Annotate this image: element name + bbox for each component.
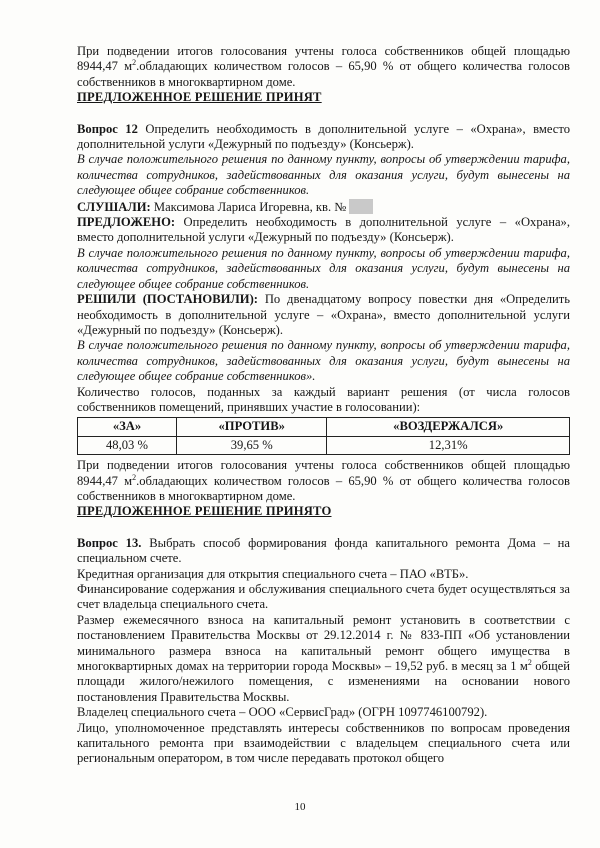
summary-paragraph: При подведении итогов голосования учтены голоса собственников общей площадью 8944,47 $м^2.обладающих$ количеством голосов – 65,90 % от общего количества голосов собственников в многоквартирном доме.	[77, 458, 570, 503]
result-heading: ПРЕДЛОЖЕННОЕ РЕШЕНИЕ ПРИНЯТО	[77, 504, 332, 519]
result-heading: ПРЕДЛОЖЕННОЕ РЕШЕНИЕ ПРИНЯТ	[77, 90, 322, 105]
header-for: «ЗА»	[78, 418, 177, 436]
proposed-paragraph: ПРЕДЛОЖЕНО: Определить необходимость в дополнительной услуге – «Охрана», вместо дополнительной услуги «Дежурный по подъезду» (Консьерж).	[77, 215, 570, 245]
summary-paragraph: При подведении итогов голосования учтены голоса собственников общей площадью 8944,47 $м^2.обладающих$ количеством голосов – 65,90 % от общего количества голосов собственников в многоквартирном доме.	[77, 44, 570, 89]
value-against: 39,65 %	[176, 436, 326, 454]
question-label: Вопрос 12	[77, 121, 138, 136]
redacted-block	[349, 199, 373, 214]
note-paragraph: В случае положительного решения по данному пункту, вопросы об утверждении тарифа, количества сотрудников, задействованных для оказания услуги, будут вынесены на следующее общее собрание собственников».	[77, 338, 570, 384]
contribution-paragraph: Размер ежемесячного взноса на капитальный ремонт установить в соответствии с постановлением Правительства Москвы от 29.12.2014 г. № 833-ПП «Об установлении минимального размера взноса на капитальный ремонт общего имущества в многоквартирных домах на территории города Москвы» – 19,52 руб. в месяц за 1 $м^2$ общей площади жилого/нежилого помещения, с изменениями на основании нового постановления Правительства Москвы.	[77, 612, 570, 704]
note-paragraph: В случае положительного решения по данному пункту, вопросы об утверждении тарифа, количества сотрудников, задействованных для оказания услуги, будут вынесены на следующее общее собрание собственников.	[77, 245, 570, 291]
owner-paragraph: Владелец специального счета – ООО «СервисГрад» (ОГРН 1097746100792).	[77, 705, 488, 720]
value-for: 48,03 %	[78, 436, 177, 454]
table-header-row	[78, 418, 570, 436]
decided-paragraph: РЕШИЛИ (ПОСТАНОВИЛИ): По двенадцатому вопросу повестки дня «Определить необходимость в дополнительной услуге – «Охрана», вместо дополнительной услуги «Дежурный по подъезду» (Консьерж).	[77, 292, 571, 337]
votes-intro: Количество голосов, поданных за каждый вариант решения (от числа голосов собственников помещений, принявших участие в голосовании):	[77, 384, 570, 414]
question-12: Вопрос 12 Определить необходимость в дополнительной услуге – «Охрана», вместо дополнительной услуги «Дежурный по подъезду» (Консьерж).	[77, 121, 570, 152]
question-label: Вопрос 13.	[77, 535, 142, 550]
listened-paragraph: СЛУШАЛИ: Максимова Лариса Игоревна, кв. №	[77, 199, 570, 215]
header-against: «ПРОТИВ»	[176, 418, 326, 436]
representative-paragraph: Лицо, уполномоченное представлять интересы собственников по вопросам проведения капитального ремонта при взаимодействии с владельцем специального счета или региональным оператором, в том числе передавать протокол общего	[77, 720, 570, 766]
bank-paragraph: Кредитная организация для открытия специального счета – ПАО «ВТБ».	[77, 566, 469, 581]
votes-table	[77, 417, 570, 455]
page-number: 10	[294, 801, 306, 813]
value-abstain: 12,31%	[327, 436, 570, 454]
financing-paragraph: Финансирование содержания и обслуживания специального счета будет осуществляться за счет владельца специального счета.	[77, 582, 570, 612]
table-row	[78, 436, 570, 454]
question-13: Вопрос 13. Выбрать способ формирования фонда капитального ремонта Дома – на специальном счете.	[77, 535, 571, 566]
header-abstain: «ВОЗДЕРЖАЛСЯ»	[327, 418, 570, 436]
note-paragraph: В случае положительного решения по данному пункту, вопросы об утверждении тарифа, количества сотрудников, задействованных для оказания услуги, будут вынесены на следующее общее собрание собственников.	[77, 152, 570, 198]
